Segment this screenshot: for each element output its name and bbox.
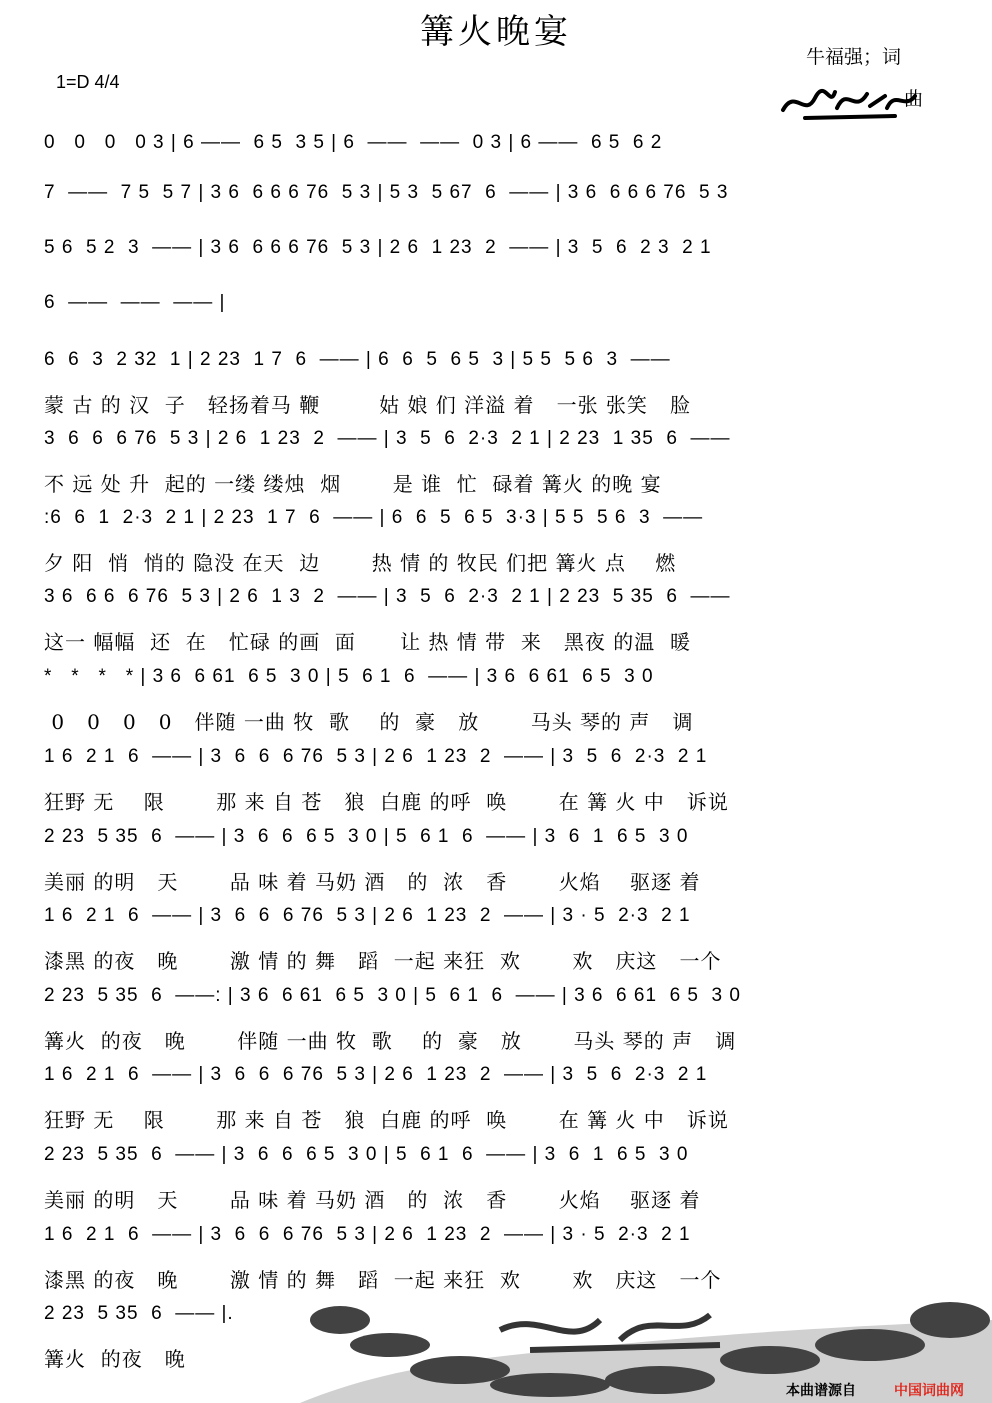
- lyrics-row: [0, 1104, 992, 1132]
- notation-row: [0, 349, 992, 379]
- lyrics-text: 漆黑 的夜 晚 激 情 的 舞 蹈 一起 来狂 欢 欢 庆这 一个: [44, 1268, 722, 1292]
- lyrics-row: [0, 468, 992, 496]
- notation-row: [0, 182, 992, 212]
- notation-text: 2 23 5 35 6 —— | 3 6 6 6 5 3 0 | 5 6 1 6 —— | 3 6 1 6 5 3 0: [44, 1144, 689, 1165]
- notation-row: [0, 132, 992, 162]
- notation-row: [0, 905, 992, 935]
- notation-row: [0, 507, 992, 537]
- lyrics-text: 篝火 的夜 晚: [44, 1347, 186, 1371]
- notation-text: 1 6 2 1 6 —— | 3 6 6 6 76 5 3 | 2 6 1 23 2 —— | 3 · 5 2·3 2 1: [44, 1224, 691, 1245]
- lyrics-text: 蒙 古 的 汉 子 轻扬着马 鞭 姑 娘 们 洋溢 着 一张 张笑 脸: [44, 393, 692, 417]
- lyrics-row: [0, 1025, 992, 1053]
- lyrics-text: 美丽 的明 天 品 味 着 马奶 酒 的 浓 香 火焰 驱逐 着: [44, 870, 701, 894]
- lyrics-text: 狂野 无 限 那 来 自 苍 狼 白鹿 的呼 唤 在 篝 火 中 诉说: [44, 790, 729, 814]
- notation-text: 6 6 3 2 32 1 | 2 23 1 7 6 —— | 6 6 5 6 5 3 | 5 5 5 6 3 ——: [44, 349, 671, 370]
- notation-row: [0, 666, 992, 696]
- notation-row: [0, 237, 992, 267]
- notation-row: [0, 1064, 992, 1094]
- lyrics-row: [0, 945, 992, 973]
- composer-label: 曲: [904, 88, 924, 110]
- notation-text: 2 23 5 35 6 ——: | 3 6 6 61 6 5 3 0 | 5 6 1 6 —— | 3 6 6 61 6 5 3 0: [44, 985, 741, 1006]
- lyrics-text: 0 0 0 0 伴随 一曲 牧 歌 的 豪 放 马头 琴的 声 调: [44, 710, 694, 734]
- notation-text: 6 —— —— —— |: [44, 292, 226, 313]
- notation-text: 3 6 6 6 76 5 3 | 2 6 1 23 2 —— | 3 5 6 2·3 2 1 | 2 23 1 35 6 ——: [44, 428, 731, 449]
- notation-row: [0, 985, 992, 1015]
- lyrics-text: 夕 阳 悄 悄的 隐没 在天 边 热 情 的 牧民 们把 篝火 点 燃: [44, 551, 677, 575]
- notation-row: [0, 826, 992, 856]
- notation-text: 7 —— 7 5 5 7 | 3 6 6 6 6 76 5 3 | 5 3 5 67 6 —— | 3 6 6 6 6 76 5 3: [44, 182, 729, 203]
- source-label: 本曲谱源自: [786, 1382, 856, 1398]
- lyrics-row: [0, 626, 992, 654]
- notation-text: 1 6 2 1 6 —— | 3 6 6 6 76 5 3 | 2 6 1 23 2 —— | 3 · 5 2·3 2 1: [44, 905, 691, 926]
- lyrics-row: [0, 706, 992, 734]
- lyrics-row: [0, 1264, 992, 1292]
- lyricist-credit: 牛福强；词: [806, 46, 902, 68]
- notation-row: [0, 586, 992, 616]
- lyrics-row: [0, 389, 992, 417]
- lyrics-row: [0, 1184, 992, 1212]
- key-signature: 1=D 4/4: [56, 72, 120, 92]
- notation-row: [0, 1144, 992, 1174]
- notation-row: [0, 292, 992, 322]
- notation-text: * * * * | 3 6 6 61 6 5 3 0 | 5 6 1 6 —— | 3 6 6 61 6 5 3 0: [44, 666, 654, 687]
- notation-row: [0, 1224, 992, 1254]
- lyrics-text: 狂野 无 限 那 来 自 苍 狼 白鹿 的呼 唤 在 篝 火 中 诉说: [44, 1108, 729, 1132]
- notation-text: 3 6 6 6 6 76 5 3 | 2 6 1 3 2 —— | 3 5 6 2·3 2 1 | 2 23 5 35 6 ——: [44, 586, 731, 607]
- notation-row: [0, 746, 992, 776]
- lyrics-text: 不 远 处 升 起的 一缕 缕烛 烟 是 谁 忙 碌着 篝火 的晚 宴: [44, 472, 662, 496]
- lyrics-text: 漆黑 的夜 晚 激 情 的 舞 蹈 一起 来狂 欢 欢 庆这 一个: [44, 949, 722, 973]
- notation-text: 2 23 5 35 6 —— | 3 6 6 6 5 3 0 | 5 6 1 6 —— | 3 6 1 6 5 3 0: [44, 826, 689, 847]
- branch-watermark: [300, 1290, 992, 1403]
- notation-text: 2 23 5 35 6 —— |.: [44, 1303, 234, 1324]
- lyrics-text: 这一 幅幅 还 在 忙碌 的画 面 让 热 情 带 来 黑夜 的温 暖: [44, 630, 692, 654]
- lyrics-row: [0, 866, 992, 894]
- notation-text: 0 0 0 0 3 | 6 —— 6 5 3 5 | 6 —— —— 0 3 | 6 —— 6 5 6 2: [44, 132, 663, 153]
- lyrics-text: 篝火 的夜 晚 伴随 一曲 牧 歌 的 豪 放 马头 琴的 声 调: [44, 1029, 737, 1053]
- site-name-link[interactable]: 中国词曲网: [894, 1382, 964, 1398]
- notation-text: :6 6 1 2·3 2 1 | 2 23 1 7 6 —— | 6 6 5 6 5 3·3 | 5 5 5 6 3 ——: [44, 507, 704, 528]
- notation-text: 1 6 2 1 6 —— | 3 6 6 6 76 5 3 | 2 6 1 23 2 —— | 3 5 6 2·3 2 1: [44, 1064, 708, 1085]
- lyrics-text: 美丽 的明 天 品 味 着 马奶 酒 的 浓 香 火焰 驱逐 着: [44, 1188, 701, 1212]
- page-title: 篝火晚宴: [420, 12, 572, 52]
- notation-row: [0, 428, 992, 458]
- notation-text: 5 6 5 2 3 —— | 3 6 6 6 6 76 5 3 | 2 6 1 23 2 —— | 3 5 6 2 3 2 1: [44, 237, 712, 258]
- lyrics-row: [0, 547, 992, 575]
- notation-text: 1 6 2 1 6 —— | 3 6 6 6 76 5 3 | 2 6 1 23 2 —— | 3 5 6 2·3 2 1: [44, 746, 708, 767]
- lyrics-row: [0, 786, 992, 814]
